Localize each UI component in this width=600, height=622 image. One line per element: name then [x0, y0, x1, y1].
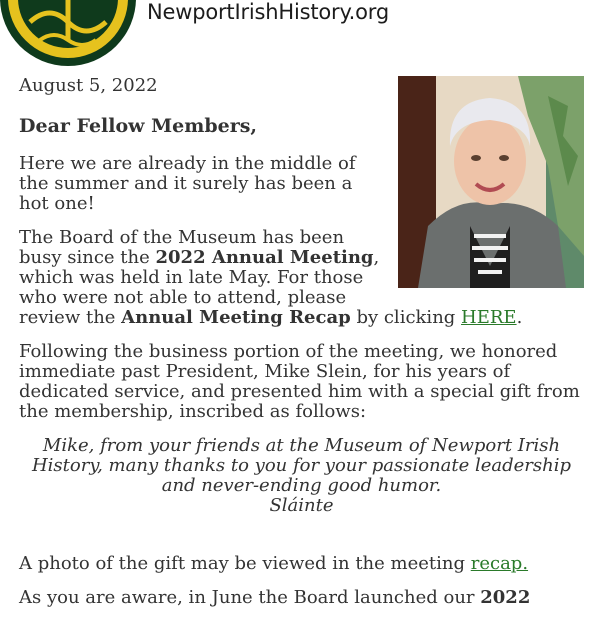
annual-meeting-bold: 2022 Annual Meeting: [155, 247, 374, 268]
text: As you are aware, in June the Board launched our: [19, 587, 481, 608]
here-link[interactable]: HERE: [461, 307, 517, 328]
text: by clicking: [350, 307, 462, 328]
year-bold: 2022: [480, 587, 531, 608]
site-url[interactable]: NewportIrishHistory.org: [147, 0, 389, 24]
recap-bold: Annual Meeting Recap: [121, 307, 351, 328]
inscription-quote: [19, 436, 584, 516]
inscription-signature: Sláinte: [269, 495, 334, 516]
text: A photo of the gift may be viewed in the meeting: [19, 553, 471, 574]
recap-link[interactable]: recap.: [470, 553, 529, 574]
letter-date: August 5, 2022: [19, 75, 158, 96]
paragraph-honor: Following the business portion of the meeting, we honored immediate past President, Mike Slein, for his years of dedicated service, and presented him with a special gift from the membership, inscribed as follows:: [19, 341, 580, 422]
header: [0, 0, 600, 62]
greeting: Dear Fellow Members,: [19, 115, 258, 137]
letter-body: [19, 76, 584, 622]
portrait-photo: [398, 76, 584, 288]
paragraph-photo: [19, 554, 584, 574]
text: , which was held in late May. For those who were not able to attend, please review the: [19, 247, 380, 328]
museum-logo[interactable]: [0, 0, 136, 66]
paragraph-intro: Here we are already in the middle of the summer and it surely has been a hot one!: [19, 153, 356, 214]
paragraph-june: [19, 588, 584, 608]
text: .: [516, 307, 523, 328]
inscription-text: Mike, from your friends at the Museum of Newport Irish History, many thanks to you for your passionate leadership and never-ending good humor.: [31, 435, 572, 496]
text: The Board of the Museum has been busy since the: [19, 227, 345, 268]
